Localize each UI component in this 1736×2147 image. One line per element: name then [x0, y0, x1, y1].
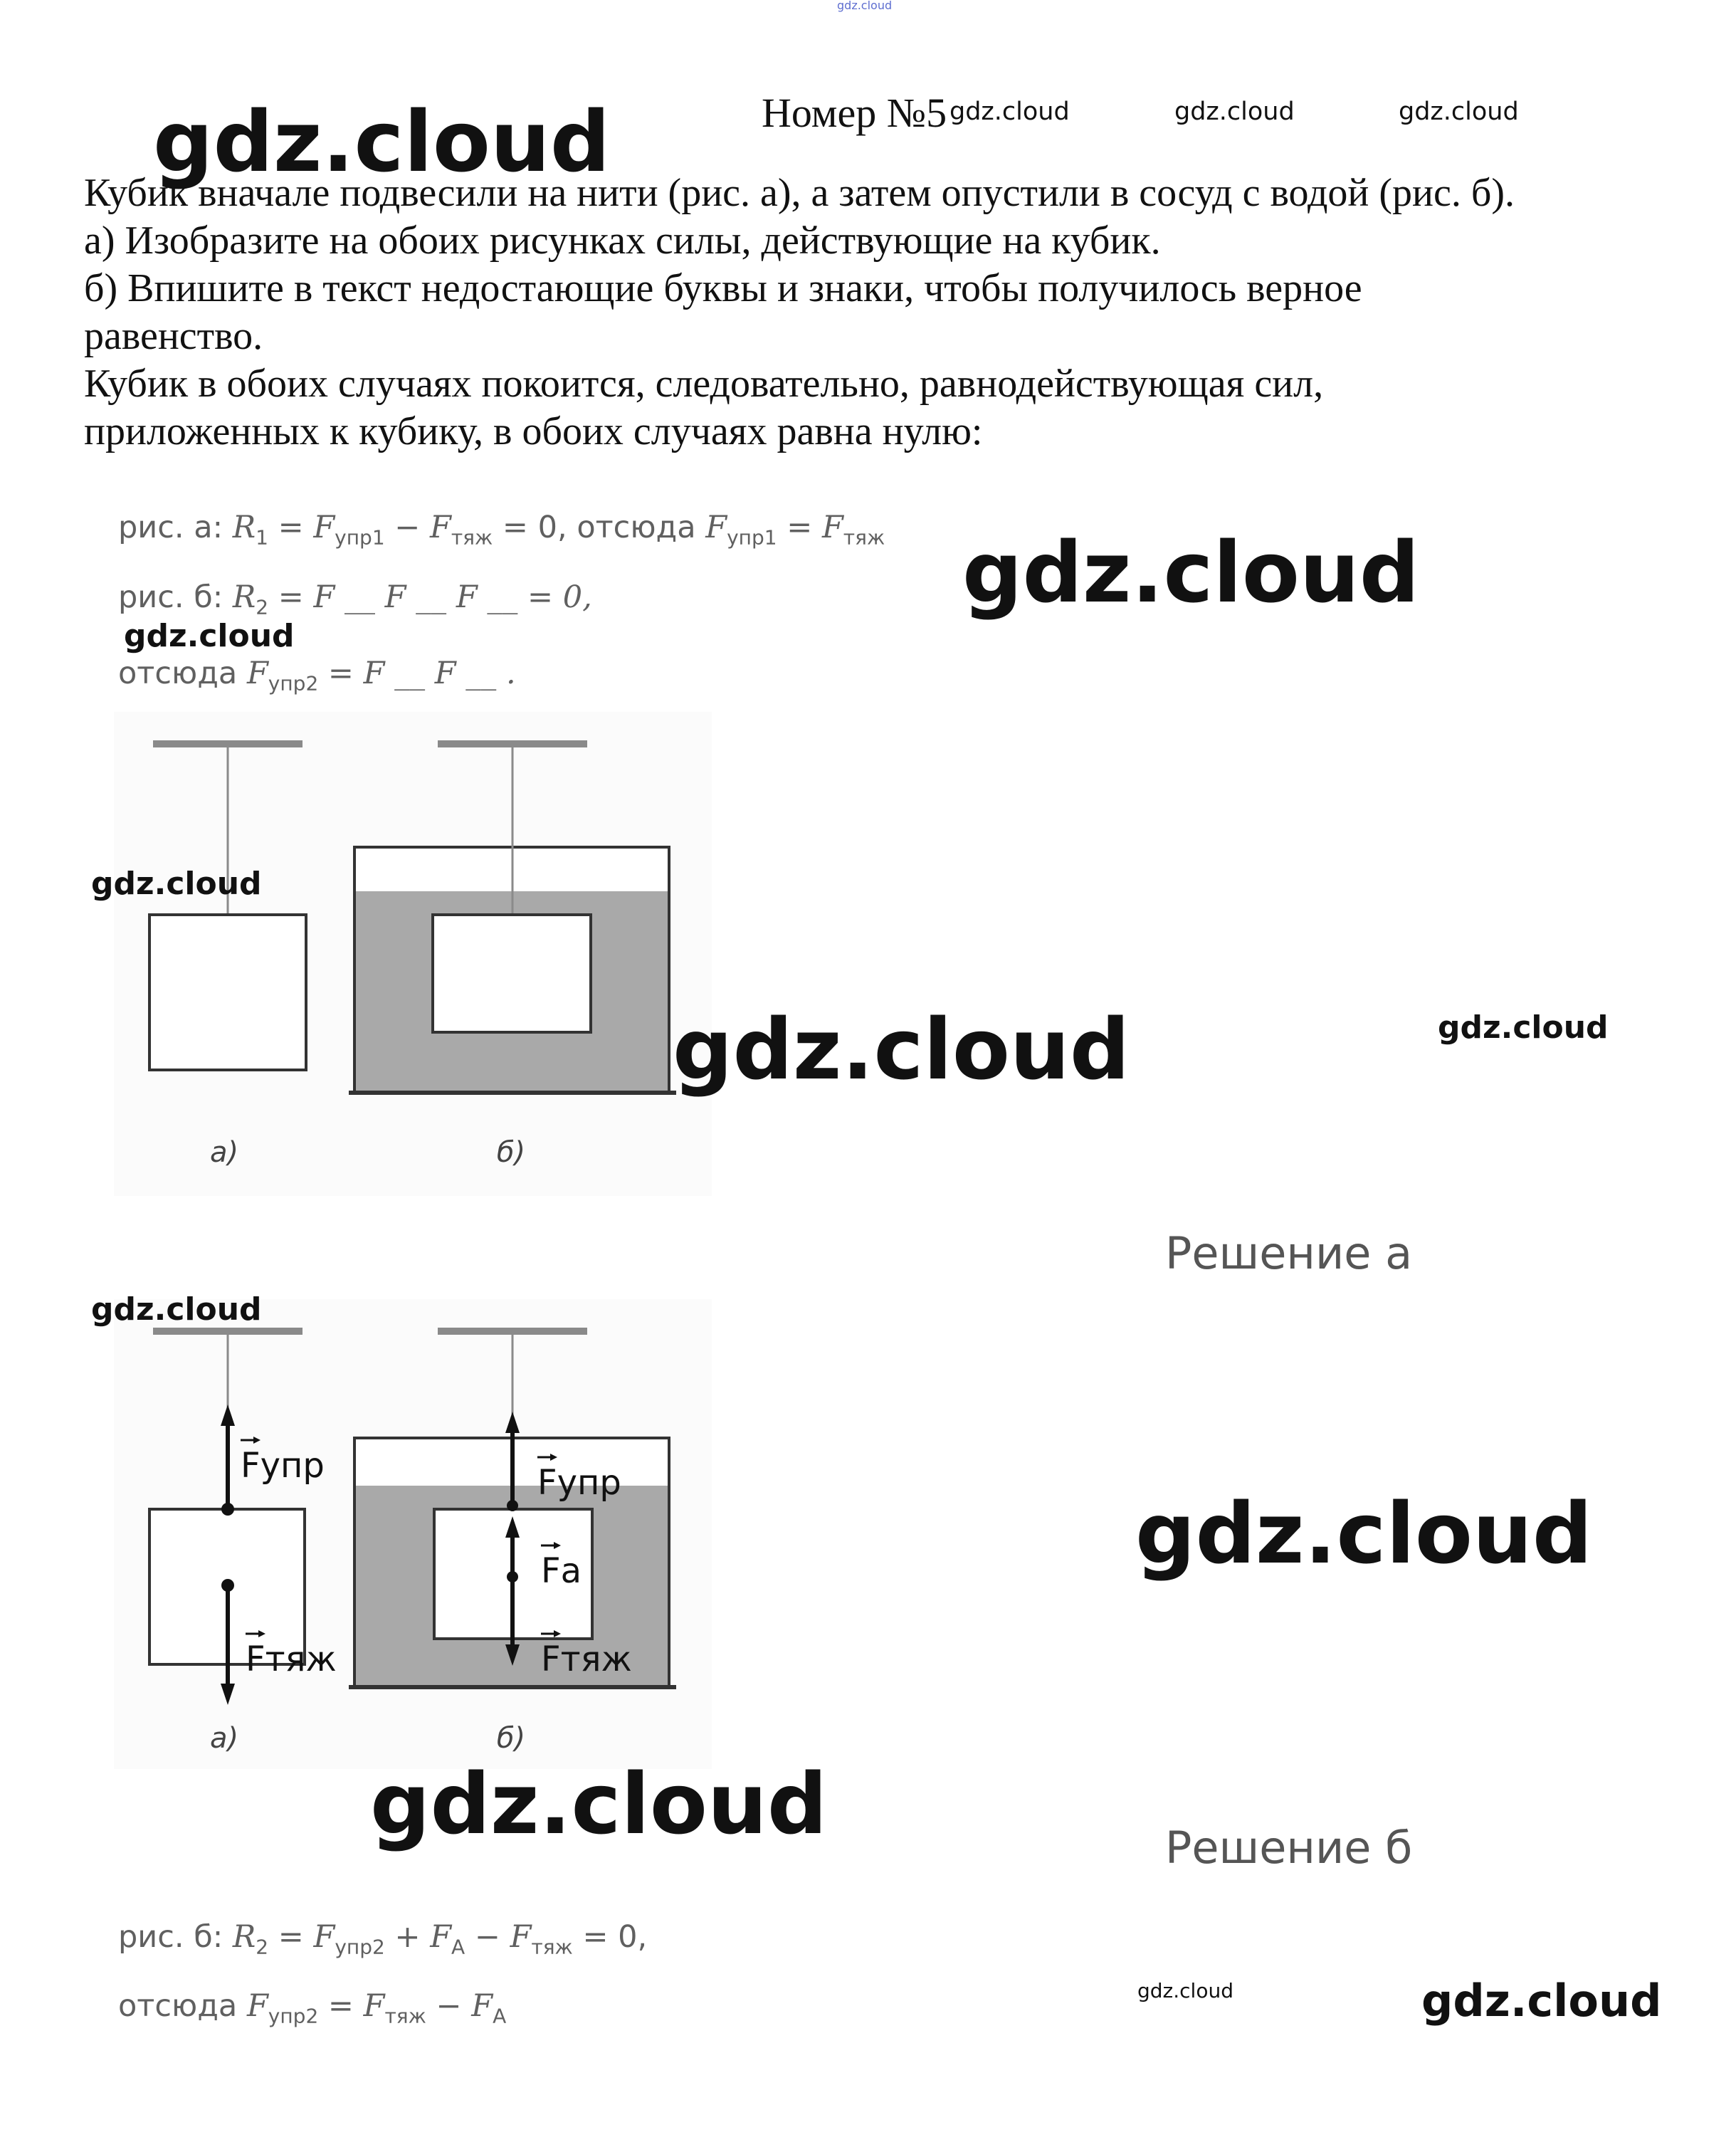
svg-text:Fтяж: Fтяж — [541, 1639, 632, 1679]
figure-label-b: б) — [496, 1722, 526, 1755]
watermark: gdz.cloud — [370, 1755, 828, 1853]
watermark: gdz.cloud — [1135, 1484, 1593, 1582]
page-title: Номер №5 — [762, 90, 947, 136]
watermark: gdz.cloud — [1421, 1975, 1662, 2027]
solution-b-label: Решение б — [1165, 1822, 1413, 1874]
svg-text:Fа: Fа — [541, 1551, 582, 1591]
solution-figure — [114, 1299, 712, 1769]
watermark: gdz.cloud — [962, 523, 1420, 621]
svg-text:Fтяж: Fтяж — [246, 1639, 337, 1679]
watermark: gdz.cloud — [1438, 1009, 1609, 1046]
task-line: а) Изобразите на обоих рисунках силы, действующие на кубик. — [84, 219, 1161, 263]
equation-c: отсюда $F_{упр2} = F$ __ F __ . — [118, 656, 516, 695]
watermark: gdz.cloud — [673, 1000, 1130, 1098]
watermark: gdz.cloud — [153, 93, 611, 191]
watermark: gdz.cloud — [837, 0, 893, 12]
svg-text:Fупр: Fупр — [537, 1463, 621, 1503]
watermark: gdz.cloud — [1137, 1979, 1233, 2002]
figure-label-b: б) — [496, 1136, 526, 1169]
solution-a-label: Решение а — [1165, 1227, 1413, 1279]
solution-b-equation-1: рис. б: $R_2 = F_{упр2} + F_A - F_{тяж} = 0$, — [118, 1919, 648, 1959]
task-line: б) Впишите в текст недостающие буквы и знаки, чтобы получилось верное равенство. — [84, 266, 1362, 358]
solution-b-equation-2: отсюда $F_{упр2} = F_{тяж} - F_A$ — [118, 1988, 507, 2028]
figure-label-a: а) — [209, 1136, 239, 1169]
task-text — [84, 169, 1664, 456]
watermark: gdz.cloud — [91, 1291, 262, 1328]
equation-a: рис. а: $R_1 = F_{упр1} - F_{тяж} = 0$, отсюда $F_{упр1} = F_{тяж}$ — [118, 510, 885, 550]
watermark: gdz.cloud — [91, 866, 262, 902]
svg-text:Fупр: Fупр — [241, 1446, 325, 1486]
watermark: gdz.cloud — [1399, 98, 1519, 126]
task-line: Кубик в обоих случаях покоится, следовательно, равнодействующая сил, приложенных к кубику, в обоих случаях равна нулю: — [84, 362, 1324, 453]
figure-label-a: а) — [209, 1722, 239, 1755]
task-line: Кубик вначале подвесили на нити (рис. а), а затем опустили в сосуд с водой (рис. б). — [84, 171, 1515, 215]
equation-b: рис. б: $R_2 = F$ __ F __ F __ = 0, — [118, 579, 592, 619]
watermark: gdz.cloud — [124, 618, 295, 654]
watermark: gdz.cloud — [949, 98, 1070, 126]
task-figure — [114, 712, 712, 1196]
watermark: gdz.cloud — [1174, 98, 1295, 126]
